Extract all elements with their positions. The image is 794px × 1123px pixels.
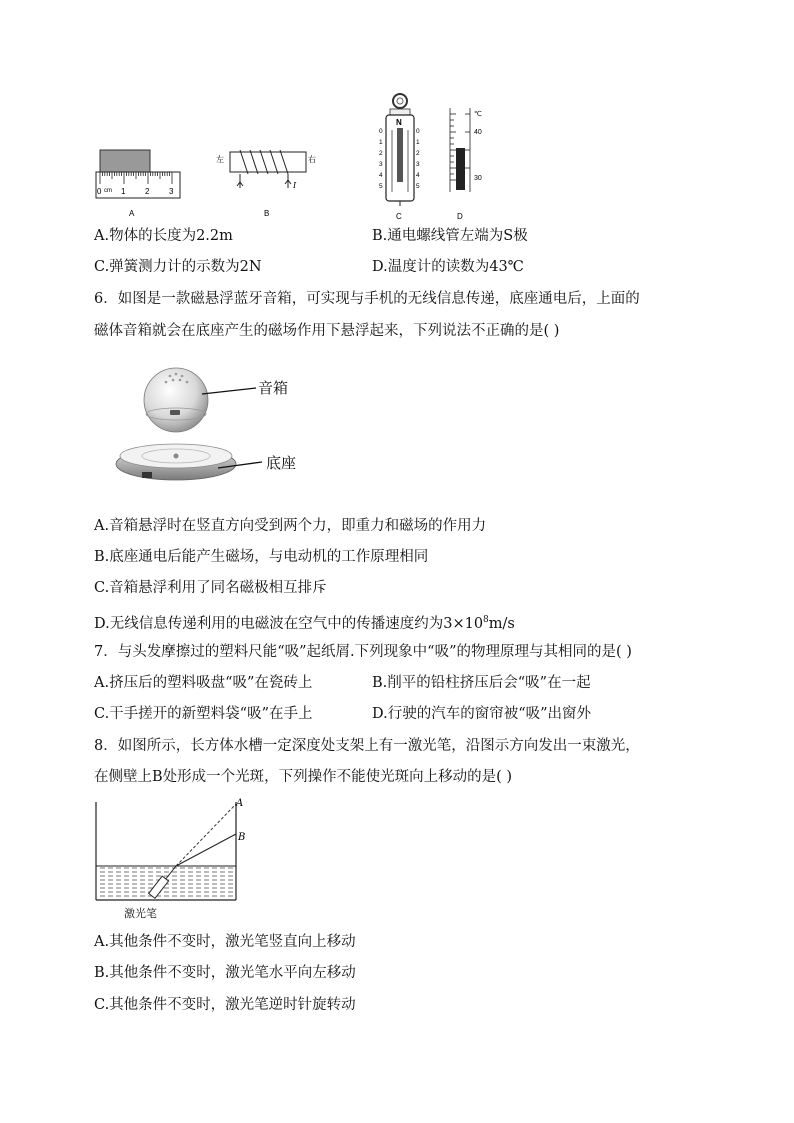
ruler-tick-2: 2	[145, 187, 150, 196]
q6-option-a: A.音箱悬浮时在竖直方向受到两个力，即重力和磁场的作用力	[94, 518, 487, 534]
q7-stem: 7．与头发摩擦过的塑料尺能“吸”起纸屑.下列现象中“吸”的物理原理与其相同的是( )	[94, 644, 632, 660]
q6-option-d	[94, 610, 515, 634]
point-b-label: B	[238, 832, 246, 843]
point-a-label: A	[236, 798, 244, 809]
thermometer-figure	[442, 104, 490, 222]
ruler-unit: cm	[104, 188, 112, 194]
q6-option-d-unit: m/s	[488, 615, 515, 632]
ruler-tick-0: 0	[97, 187, 102, 196]
scale-tick-5: 5	[379, 183, 383, 190]
figure-label-a: A	[129, 209, 135, 218]
q6-option-d-exponent: 8	[483, 615, 489, 625]
q8-option-a: A.其他条件不变时，激光笔竖直向上移动	[94, 934, 356, 950]
spring-scale-figure	[378, 92, 426, 222]
solenoid-figure	[212, 146, 324, 218]
q6-option-c: C.音箱悬浮利用了同名磁极相互排斥	[94, 580, 327, 596]
q6-stem-line-1: 6．如图是一款磁悬浮蓝牙音箱，可实现与手机的无线信息传递，底座通电后，上面的	[94, 291, 640, 307]
q5-option-c: C.弹簧测力计的示数为2N	[94, 259, 262, 275]
q7-option-a: A.挤压后的塑料吸盘“吸”在瓷砖上	[94, 675, 313, 691]
scale-tick-4: 4	[379, 172, 383, 179]
base-label: 底座	[266, 454, 297, 472]
current-label: I	[293, 181, 297, 190]
q6-stem-line-2: 磁体音箱就会在底座产生的磁场作用下悬浮起来，下列说法不正确的是( )	[94, 323, 560, 339]
thermo-tick-30: 30	[474, 175, 482, 182]
laser-pen-label: 激光笔	[124, 907, 157, 920]
solenoid-left-label: 左	[216, 155, 224, 164]
q5-option-d: D.温度计的读数为43℃	[372, 259, 524, 275]
levitating-speaker-image	[112, 364, 332, 496]
scale-tick-5-right: 5	[416, 183, 420, 190]
q5-option-a: A.物体的长度为2.2m	[94, 228, 233, 244]
scale-tick-3: 3	[379, 161, 383, 168]
scale-tick-2: 2	[379, 150, 383, 157]
thermo-tick-40: 40	[474, 129, 482, 136]
ruler-tick-3: 3	[169, 187, 174, 196]
ruler-figure	[94, 146, 184, 218]
scale-tick-1-right: 1	[416, 139, 420, 146]
speaker-label: 音箱	[258, 379, 289, 397]
scale-tick-3-right: 3	[416, 161, 420, 168]
q7-option-b: B.削平的铅柱挤压后会“吸”在一起	[372, 675, 591, 691]
thermometer-unit: ℃	[474, 110, 482, 118]
q5-option-b: B.通电螺线管左端为S极	[372, 228, 528, 244]
q8-option-c: C.其他条件不变时，激光笔逆时针旋转动	[94, 997, 356, 1013]
scale-unit-label: N	[396, 118, 402, 127]
water-tank-laser-diagram	[92, 794, 262, 924]
q8-stem-line-2: 在侧壁上B处形成一个光斑，下列操作不能使光斑向上移动的是( )	[94, 769, 513, 785]
scale-tick-0-right: 0	[416, 128, 420, 135]
q6-option-b: B.底座通电后能产生磁场，与电动机的工作原理相同	[94, 549, 429, 565]
figure-label-b: B	[264, 209, 270, 218]
scale-tick-0: 0	[379, 128, 383, 135]
scale-tick-1: 1	[379, 139, 383, 146]
q7-option-d: D.行驶的汽车的窗帘被“吸”出窗外	[372, 706, 592, 722]
figure-label-c: C	[396, 212, 402, 221]
solenoid-right-label: 右	[308, 155, 316, 164]
scale-tick-4-right: 4	[416, 172, 420, 179]
figure-label-d: D	[457, 212, 463, 221]
scale-tick-2-right: 2	[416, 150, 420, 157]
q6-option-d-text: D.无线信息传递利用的电磁波在空气中的传播速度约为3×10	[94, 615, 484, 632]
q8-option-b: B.其他条件不变时，激光笔水平向左移动	[94, 965, 356, 981]
ruler-tick-1: 1	[121, 187, 126, 196]
q7-option-c: C.干手搓开的新塑料袋“吸”在手上	[94, 706, 313, 722]
q8-stem-line-1: 8．如图所示，长方体水槽一定深度处支架上有一激光笔，沿图示方向发出一束激光，	[94, 738, 640, 754]
